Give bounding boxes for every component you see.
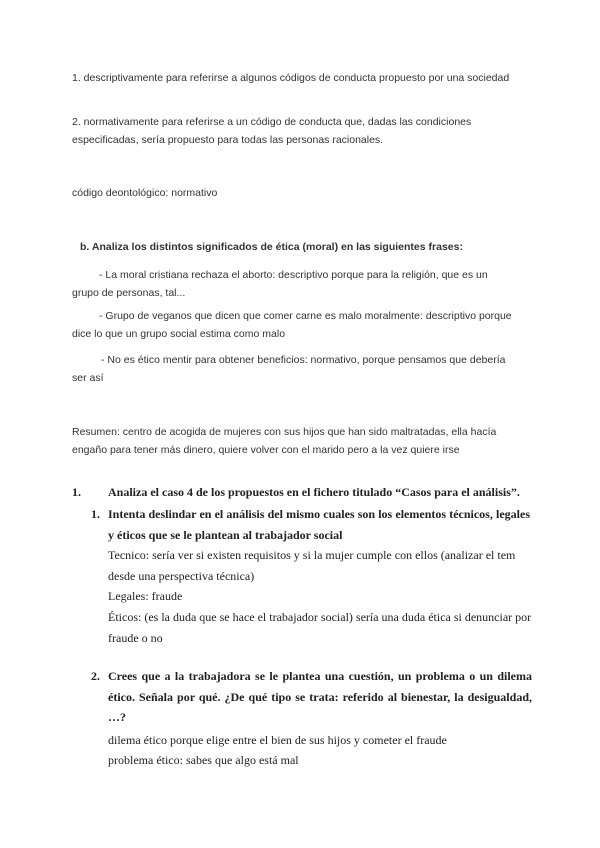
main-question-text: Analiza el caso 4 de los propuestos en el fichero titulado “Casos para el análisis”. xyxy=(108,485,520,499)
subquestion-1-text: Intenta deslindar en el análisis del mismo cuales son los elementos técnicos, legales y éticos que se le plantean al trabajador social xyxy=(108,507,530,542)
codigo-deontologico-line: código deontológico: normativo xyxy=(72,187,218,199)
definition-item-1: 1. descriptivamente para referirse a algunos códigos de conducta propuesto por una sociedad xyxy=(72,72,510,84)
subquestion-1-answer-eticos: Éticos: (es la duda que se hace el trabajador social) sería una duda ética si denunciar por fraude o no xyxy=(108,610,532,645)
section-b-item-1: - La moral cristiana rechaza el aborto: descriptivo porque para la religión, que es un grupo de personas, tal... xyxy=(72,269,488,299)
subquestion-2-answer-2: problema ético: sabes que algo está mal xyxy=(108,753,299,767)
subquestion-2-number: 2. xyxy=(91,669,100,683)
subquestion-1-answer-legales: Legales: fraude xyxy=(108,589,183,603)
section-b-item-2: - Grupo de veganos que dicen que comer carne es malo moralmente: descriptivo porque dice lo que un grupo social estima como malo xyxy=(72,310,512,340)
subquestion-1-answer-tecnico: Tecnico: sería ver si existen requisitos y si la mujer cumple con ellos (analizar el tem desde una perspectiva técnica) xyxy=(108,548,516,583)
section-b-item-3: - No es ético mentir para obtener beneficios: normativo, porque pensamos que debería ser así xyxy=(72,354,506,384)
subquestion-2-answer-1: dilema ético porque elige entre el bien de sus hijos y cometer el fraude xyxy=(108,733,447,747)
subquestion-1-number: 1. xyxy=(91,507,100,521)
subquestion-2-text: Crees que a la trabajadora se le plantea una cuestión, un problema o un dilema ético. Señala por qué. ¿De qué tipo se trata: referido al bienestar, la desigualdad, …? xyxy=(108,669,532,724)
main-question-number: 1. xyxy=(72,485,81,499)
section-b-heading: b. Analiza los distintos significados de ética (moral) en las siguientes frases: xyxy=(80,241,463,253)
definition-item-2: 2. normativamente para referirse a un código de conducta que, dadas las condiciones especificadas, sería propuesto para todas las personas racionales. xyxy=(72,116,472,146)
resumen-paragraph: Resumen: centro de acogida de mujeres con sus hijos que han sido maltratadas, ella hacía engaño para tener más dinero, quiere volver con el marido pero a la vez quiere irse xyxy=(72,426,497,456)
